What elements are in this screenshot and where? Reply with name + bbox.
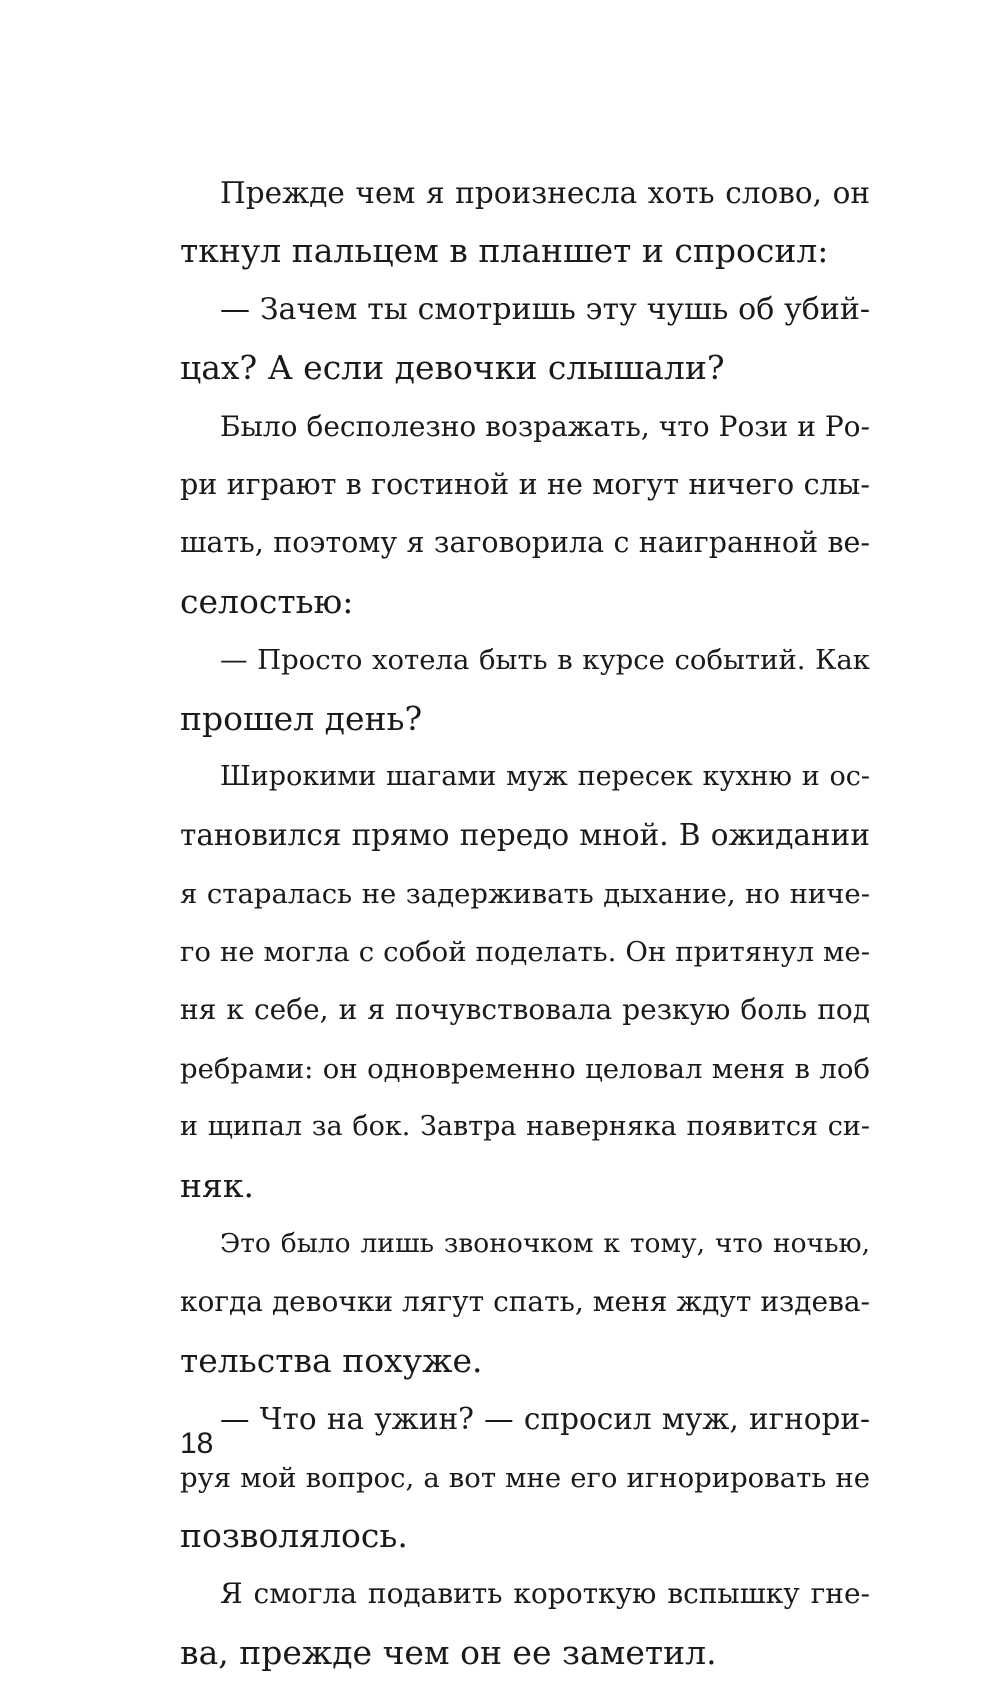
text-line: ткнул пальцем в планшет и спросил: — [180, 231, 829, 271]
text-line: — Зачем ты смотришь эту чушь об убий- — [220, 291, 870, 327]
text-line: тановился прямо передо мной. В ожидании — [180, 818, 870, 853]
text-line: ребрами: он одновременно целовал меня в лоб — [180, 1052, 870, 1085]
text-line: Было бесполезно возражать, что Рози и Ро- — [220, 409, 870, 443]
text-line: ня к себе, и я почувствовала резкую боль под — [180, 993, 870, 1027]
text-line: няк. — [180, 1165, 254, 1205]
text-line: ри играют в гостиной и не могут ничего слы- — [180, 467, 870, 501]
text-line: шать, поэтому я заговорила с наигранной ве- — [180, 526, 870, 560]
text-line: Прежде чем я произнесла хоть слово, он — [220, 176, 870, 210]
text-line: селостью: — [180, 581, 354, 621]
body-text — [180, 164, 870, 1682]
text-line: и щипал за бок. Завтра наверняка появится си- — [180, 1111, 870, 1143]
text-line: — Что на ужин? — спросил муж, игнори- — [220, 1402, 870, 1437]
text-line: Я смогла подавить короткую вспышку гне- — [220, 1577, 870, 1611]
text-line: позволялось. — [180, 1515, 408, 1555]
text-line: Это было лишь звоночком к тому, что ночью, — [220, 1228, 870, 1260]
text-line: когда девочки лягут спать, меня ждут издева- — [180, 1285, 870, 1319]
text-line: прошел день? — [180, 698, 423, 738]
text-line: цах? А если девочки слышали? — [180, 348, 725, 388]
text-line: Широкими шагами муж пересек кухню и ос- — [220, 760, 870, 792]
text-line: го не могла с собой поделать. Он притянул ме- — [180, 936, 870, 969]
text-line: ва, прежде чем он ее заметил. — [180, 1632, 717, 1672]
page-number: 18 — [180, 1427, 214, 1460]
text-line: тельства похуже. — [180, 1340, 483, 1380]
text-line: я старалась не задерживать дыхание, но ниче- — [180, 877, 870, 910]
text-line: руя мой вопрос, а вот мне его игнорировать не — [180, 1461, 870, 1494]
text-line: — Просто хотела быть в курсе событий. Как — [220, 644, 870, 677]
